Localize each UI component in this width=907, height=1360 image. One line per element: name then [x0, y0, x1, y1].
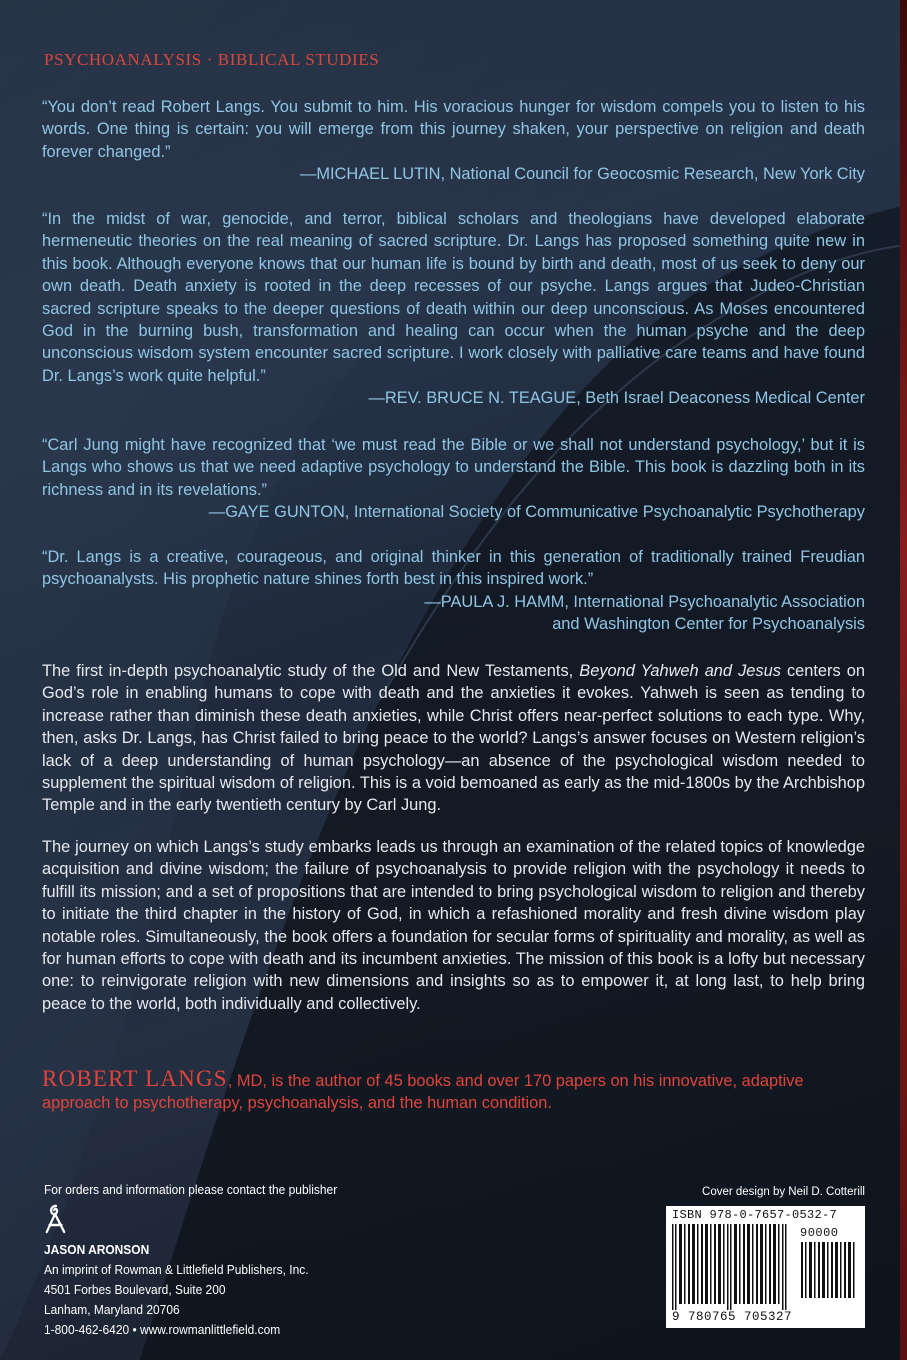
- isbn-text: ISBN 978-0-7657-0532-7: [672, 1208, 838, 1222]
- publisher-logo-icon: [44, 1204, 68, 1234]
- endorsement-attribution: —GAYE GUNTON, International Society of Communicative Psychoanalytic Psychotherapy: [208, 503, 865, 522]
- endorsement-attribution-line2: and Washington Center for Psychoanalysis: [552, 615, 865, 634]
- description-text: centers on God’s role in enabling humans to cope with death and the anxieties it evokes. Yahweh is seen as tending to increase rather than diminish these death anxieties, while Christ offers near-perfect solutions to each type. Why, then, asks Dr. Langs, has Christ failed to bring peace to the world? Langs’s answer focuses on Western religion’s lack of a deep understanding of human psychology—an absence of the psychological wisdom needed to supplement the spiritual wisdom of religion. This is a void bemoaned as early as the mid-1800s by the Archbishop Temple and in the early twentieth century by Carl Jung.: [42, 662, 865, 815]
- author-bio-text: , MD, is the author of 45 books and over 170 papers on his innovative, adaptive approach to psychotherapy, psychoanalysis, and the human condition.: [42, 1072, 804, 1112]
- endorsement-quote: “Dr. Langs is a creative, courageous, and original thinker in this generation of traditionally trained Freudian psychoanalysts. His prophetic nature shines forth best in this inspired work.”: [42, 548, 865, 589]
- publisher-address-1: 4501 Forbes Boulevard, Suite 200: [44, 1282, 226, 1297]
- endorsement-attribution: —REV. BRUCE N. TEAGUE, Beth Israel Deaconess Medical Center: [368, 389, 865, 408]
- barcode-bars: [670, 1224, 795, 1310]
- endorsement-3: [42, 434, 865, 524]
- endorsement-2: [42, 208, 865, 410]
- endorsement-4: [42, 546, 865, 636]
- publisher-imprint-line: An imprint of Rowman & Littlefield Publishers, Inc.: [44, 1262, 309, 1277]
- price-code: 90000: [800, 1226, 839, 1240]
- description-paragraph-1: [42, 660, 865, 817]
- isbn-barcode: [666, 1206, 865, 1328]
- endorsement-quote: “You don’t read Robert Langs. You submit to him. His voracious hunger for wisdom compels you to listen to his words. One thing is certain: you will emerge from this journey shaken, your perspective on religion and death forever changed.”: [42, 98, 865, 161]
- book-title: Beyond Yahweh and Jesus: [579, 662, 781, 680]
- addon-barcode-bars: [800, 1242, 858, 1298]
- publisher-contact-line: For orders and information please contact the publisher: [44, 1182, 338, 1197]
- category-label: PSYCHOANALYSIS · BIBLICAL STUDIES: [44, 50, 380, 69]
- spine-edge: [900, 0, 907, 1360]
- endorsement-attribution: —MICHAEL LUTIN, National Council for Geocosmic Research, New York City: [299, 165, 865, 184]
- cover-credit: Cover design by Neil D. Cotterill: [702, 1186, 865, 1198]
- author-bio: [42, 1068, 865, 1114]
- endorsement-1: [42, 96, 865, 186]
- description-text: The journey on which Langs’s study embarks leads us through an examination of the related topics of knowledge acquisition and divine wisdom; the failure of psychoanalysis to provide religion with the psychology it needs to fulfill its mission; and a set of propositions that are intended to bring psychological wisdom to religion and thereby to initiate the third chapter in the history of God, in which a refashioned morality and fresh divine wisdom play notable roles. Simultaneously, the book offers a foundation for secular forms of spirituality and morality, as well as for human efforts to cope with death and its incumbent anxieties. The mission of this book is a lofty but necessary one: to reinvigorate religion with new dimensions and insights so as to empower it, at long last, to help bring peace to the world, both individually and collectively.: [42, 838, 865, 1013]
- endorsement-quote: “Carl Jung might have recognized that ‘we must read the Bible or we shall not understand psychology,’ but it is Langs who shows us that we need adaptive psychology to understand the Bible. This book is dazzling both in its richness and in its revelations.”: [42, 436, 865, 499]
- publisher-address-2: Lanham, Maryland 20706: [44, 1302, 180, 1317]
- author-name: ROBERT LANGS: [42, 1066, 228, 1091]
- description-text: The first in-depth psychoanalytic study of the Old and New Testaments,: [42, 662, 580, 680]
- ean-digits: 9 780765 705327: [672, 1310, 793, 1324]
- publisher-phone-web: 1-800-462-6420 • www.rowmanlittlefield.com: [44, 1322, 281, 1337]
- endorsement-attribution: —PAULA J. HAMM, International Psychoanalytic Association: [424, 592, 865, 611]
- publisher-block: [44, 1180, 375, 1340]
- publisher-name: JASON ARONSON: [44, 1242, 150, 1257]
- endorsement-quote: “In the midst of war, genocide, and terror, biblical scholars and theologians have developed elaborate hermeneutic theories on the real meaning of sacred scripture. Dr. Langs has proposed something quite new in this book. Although everyone knows that our human life is bound by birth and death, most of us seek to deny our own death. Death anxiety is rooted in the deep recesses of our psyche. Langs argues that Judeo-Christian sacred scripture speaks to the deeper questions of death within our deep unconscious. As Moses encountered God in the burning bush, transformation and healing can occur when the human psyche and the deep unconscious wisdom system encounter sacred scripture. I work closely with palliative care teams and have found Dr. Langs’s work quite helpful.”: [42, 210, 865, 385]
- description-paragraph-2: [42, 836, 865, 1015]
